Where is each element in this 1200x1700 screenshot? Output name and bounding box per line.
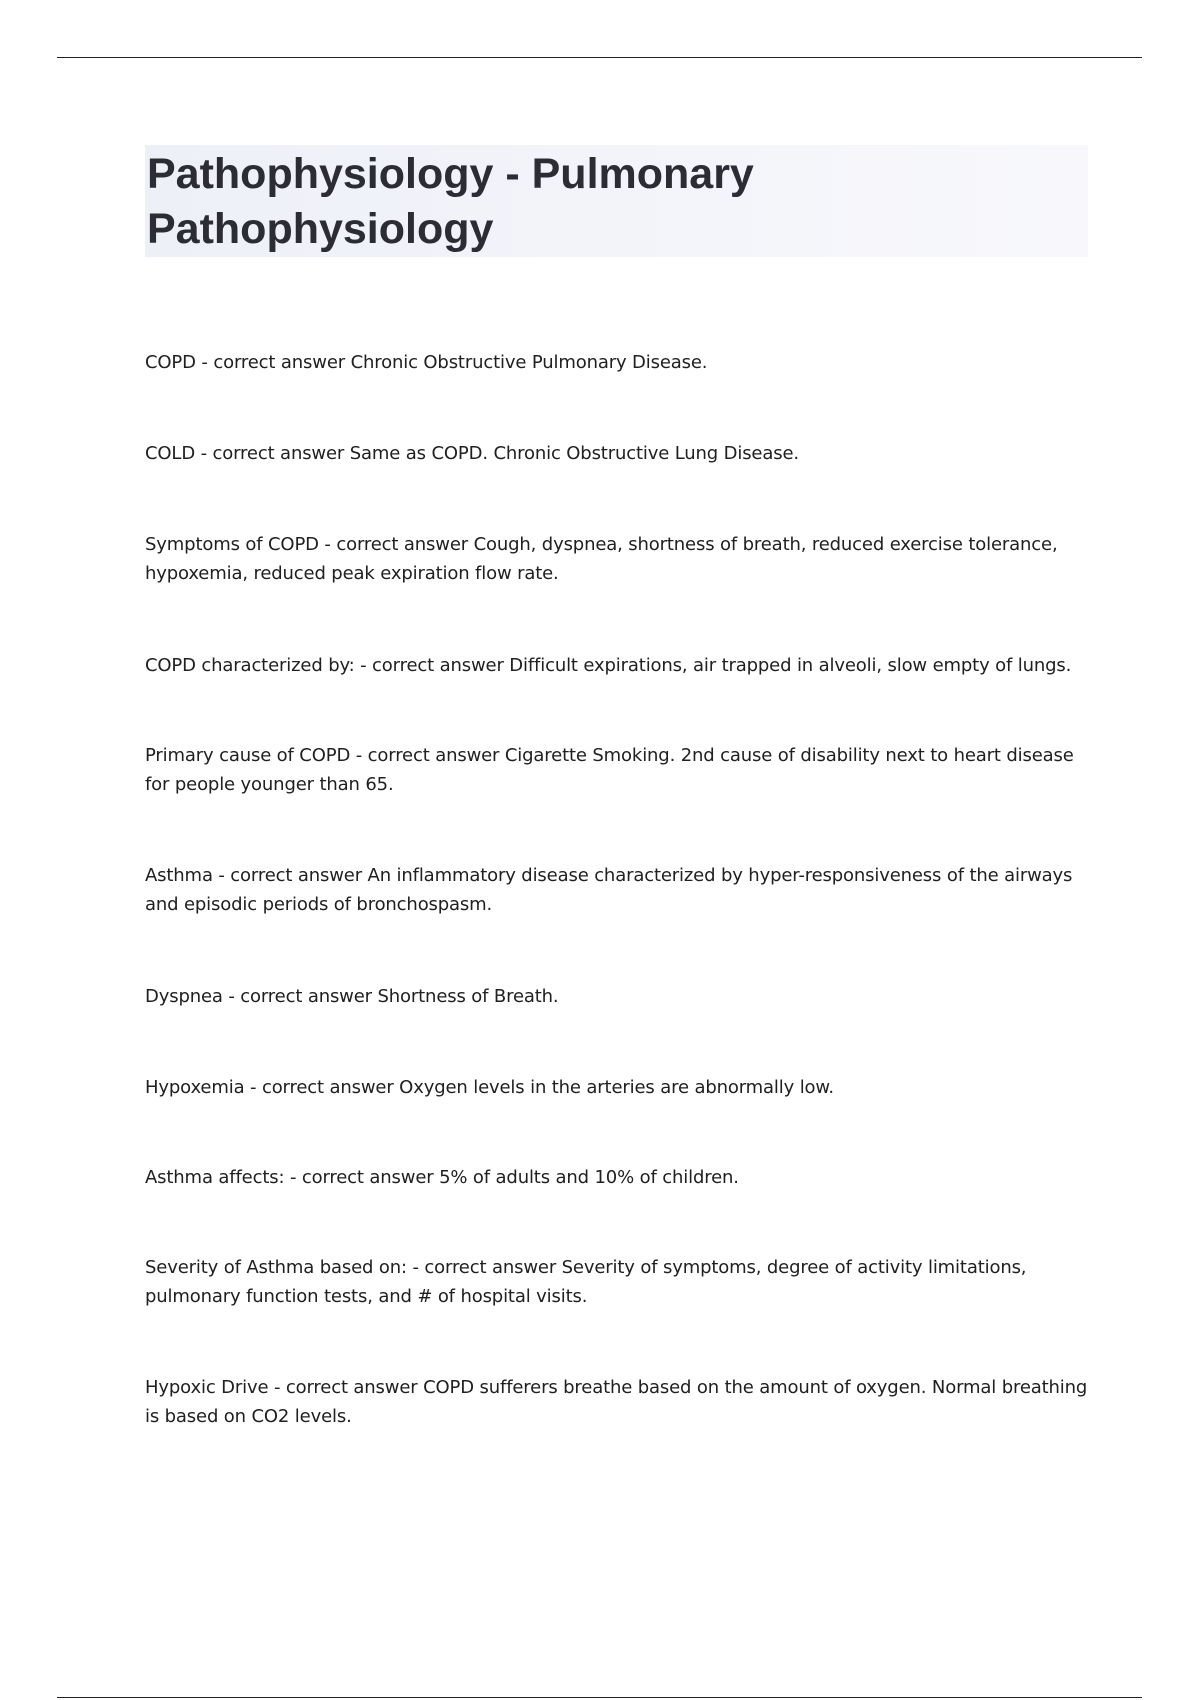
qa-entry: Primary cause of COPD - correct answer Cigarette Smoking. 2nd cause of disability next to heart disease for people younger than 65. (145, 745, 1074, 795)
qa-entry: Dyspnea - correct answer Shortness of Breath. (145, 986, 559, 1007)
title-banner (145, 145, 1088, 257)
qa-entry: Asthma affects: - correct answer 5% of adults and 10% of children. (145, 1167, 739, 1188)
qa-entry: Hypoxic Drive - correct answer COPD sufferers breathe based on the amount of oxygen. Normal breathing is based on CO2 levels. (145, 1377, 1088, 1427)
qa-entry: Hypoxemia - correct answer Oxygen levels in the arteries are abnormally low. (145, 1077, 834, 1098)
qa-entry: COPD - correct answer Chronic Obstructive Pulmonary Disease. (145, 352, 708, 373)
qa-entry: COLD - correct answer Same as COPD. Chronic Obstructive Lung Disease. (145, 443, 799, 464)
qa-entry: Asthma - correct answer An inflammatory disease characterized by hyper-responsiveness of the airways and episodic periods of bronchospasm. (145, 865, 1073, 915)
qa-entry: Symptoms of COPD - correct answer Cough, dyspnea, shortness of breath, reduced exercise tolerance, hypoxemia, reduced peak expiration flow rate. (145, 534, 1058, 584)
page-title: Pathophysiology - Pulmonary Pathophysiology (147, 150, 754, 253)
qa-entry: COPD characterized by: - correct answer Difficult expirations, air trapped in alveoli, slow empty of lungs. (145, 655, 1072, 676)
qa-entry: Severity of Asthma based on: - correct answer Severity of symptoms, degree of activity limitations, pulmonary function tests, and # of hospital visits. (145, 1257, 1027, 1307)
top-rule (57, 57, 1142, 58)
bottom-rule (57, 1697, 1142, 1698)
